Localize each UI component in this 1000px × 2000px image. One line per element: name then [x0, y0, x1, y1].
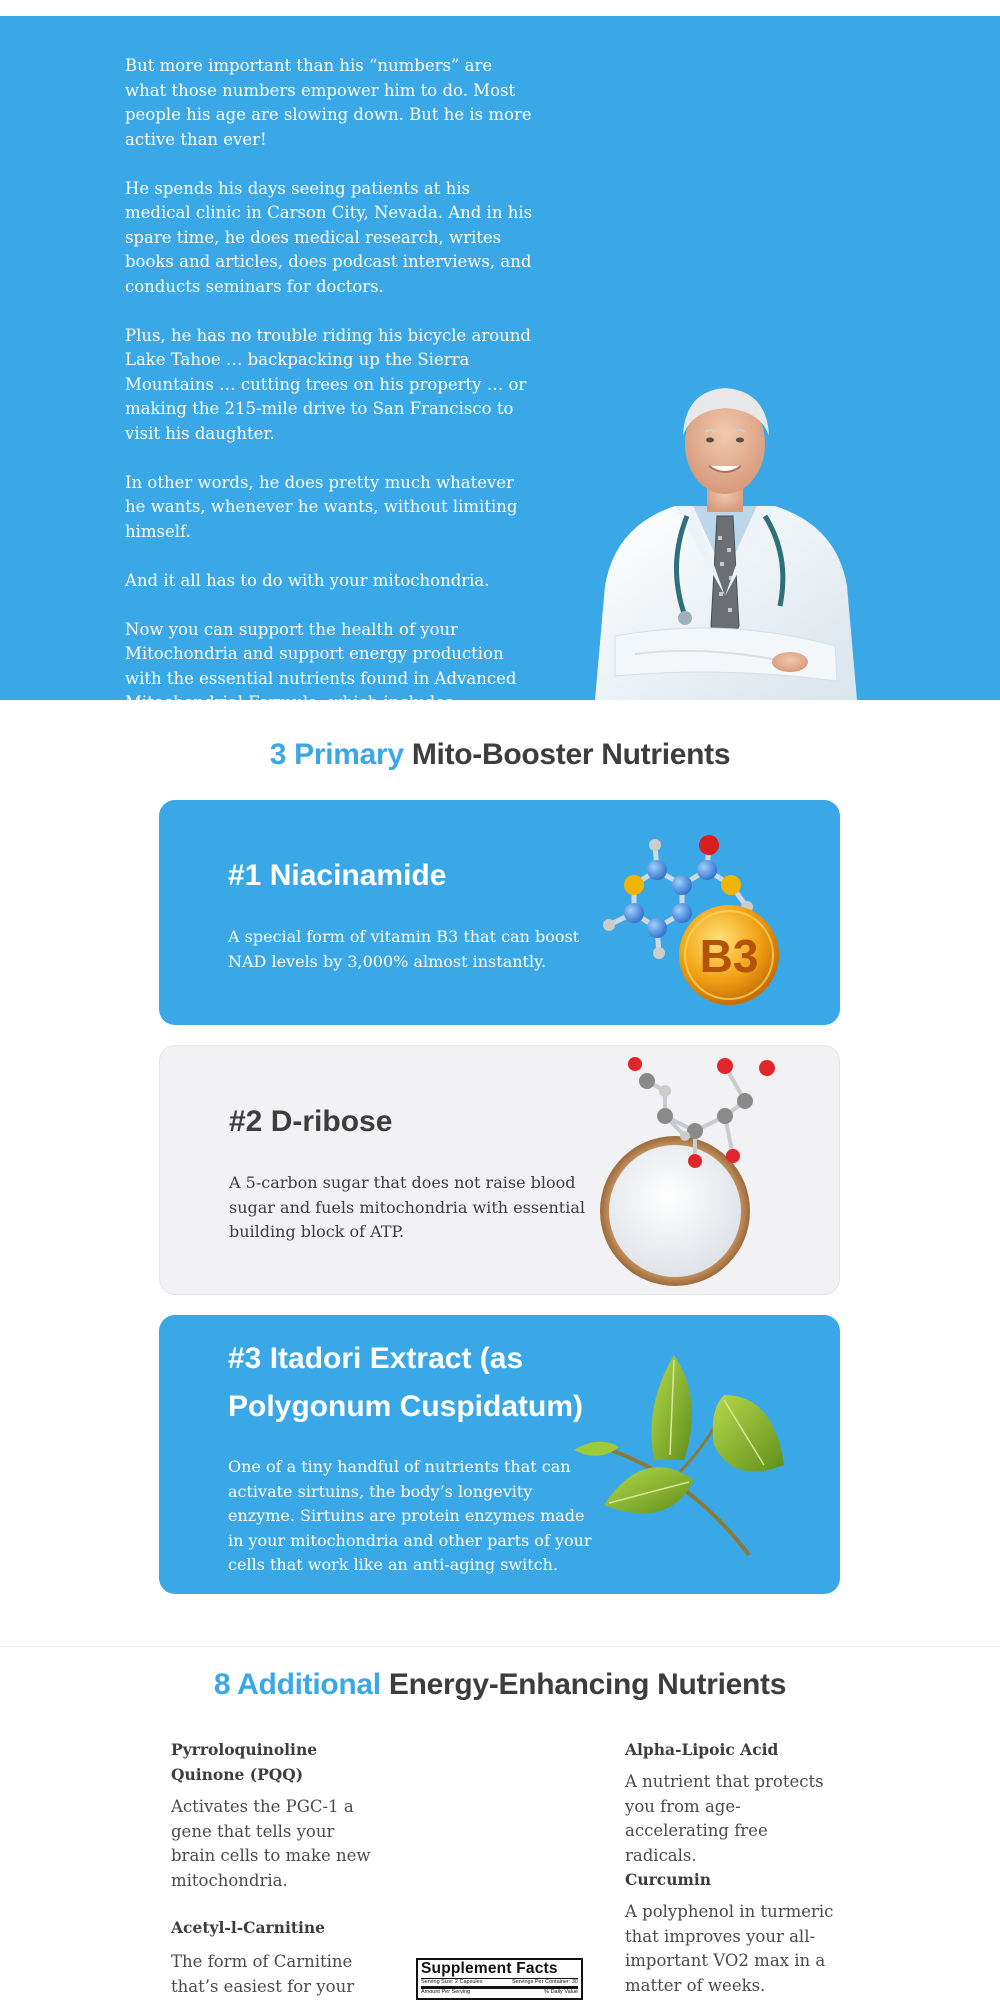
- nutrient-desc-curcumin: A polyphenol in turmeric that improves your all-important VO2 max in a matter of weeks.: [625, 1902, 834, 1995]
- hero-section: [0, 16, 1000, 712]
- additional-title-accent: 8 Additional: [213, 1668, 381, 1701]
- b3-badge-text: B3: [699, 930, 759, 982]
- hero-paragraph: He spends his days seeing patients at his medical clinic in Carson City, Nevada. And in his spare time, he does medical research, writes books and articles, does podcast interviews, and conducts seminars for doctors.: [125, 178, 533, 296]
- nutrient-name-alpha-lipoic-acid: Alpha-Lipoic Acid: [625, 1740, 779, 1759]
- primary-title-rest: Mito-Booster Nutrients: [403, 738, 731, 771]
- nutrient-desc-alpha-lipoic-acid: A nutrient that protects you from age-accelerating free radicals.: [625, 1772, 824, 1865]
- doctor-portrait-image: [575, 366, 875, 700]
- additional-title-rest: Energy-Enhancing Nutrients: [380, 1668, 787, 1701]
- niacinamide-molecule-image: [579, 815, 799, 1025]
- card-body: A special form of vitamin B3 that can boost NAD levels by 3,000% almost instantly.: [228, 927, 580, 971]
- card-title: #1 Niacinamide: [228, 859, 447, 892]
- nutrient-name-curcumin: Curcumin: [625, 1870, 712, 1889]
- nutrient-name-acetyl-l-carnitine: Acetyl-l-Carnitine: [171, 1918, 326, 1937]
- daily-value: % Daily Value: [544, 1989, 578, 1995]
- hero-copy: [125, 54, 535, 740]
- nutrient-desc-acetyl-l-carnitine: The form of Carnitine that’s easiest for your: [171, 1952, 355, 1996]
- nutrient-desc-pqq: Activates the PGC-1 a gene that tells your brain cells to make new mitochondria.: [171, 1797, 371, 1890]
- servings-per-container: Servings Per Container: 30: [511, 1979, 578, 1985]
- supplement-facts-header-row: [421, 1989, 578, 1996]
- primary-section-title: [0, 738, 1000, 772]
- supplement-facts-title: Supplement Facts: [421, 1960, 578, 1979]
- d-ribose-bowl-image: [585, 1046, 815, 1291]
- serving-size: Serving Size: 2 Capsules: [421, 1979, 483, 1985]
- supplement-facts-label: [416, 1958, 583, 2000]
- hero-paragraph: But more important than his “numbers” are what those numbers empower him to do. Most people his age are slowing down. But he is more active than ever!: [125, 56, 532, 149]
- card-body: A 5-carbon sugar that does not raise blood sugar and fuels mitochondria with essential building block of ATP.: [229, 1173, 585, 1241]
- nutrient-card-itadori: [159, 1315, 840, 1594]
- hero-paragraph: In other words, he does pretty much whatever he wants, whenever he wants, without limiting himself.: [125, 472, 518, 541]
- nutrient-card-d-ribose: [159, 1045, 840, 1295]
- top-strip: [0, 0, 1000, 16]
- amount-per-serving: Amount Per Serving: [421, 1989, 471, 1995]
- hero-paragraph: Plus, he has no trouble riding his bicycle around Lake Tahoe … backpacking up the Sierra Mountains … cutting trees on his property … or making the 215-mile drive to San Francisco to visit his daughter.: [125, 325, 531, 443]
- additional-section-title: [0, 1668, 1000, 1702]
- primary-title-accent: 3 Primary: [269, 738, 404, 771]
- supplement-facts-serving-row: [421, 1979, 578, 1989]
- card-title: #3 Itadori Extract (as Polygonum Cuspidatum): [228, 1342, 583, 1423]
- itadori-leaves-image: [574, 1355, 804, 1575]
- card-title: #2 D-ribose: [229, 1105, 393, 1138]
- section-divider: [0, 1646, 1000, 1647]
- nutrient-card-niacinamide: [159, 800, 840, 1025]
- hero-paragraph: Now you can support the health of your Mitochondria and support energy production with the essential nutrients found in Advanced Mitochondrial Formula, which includes:: [125, 619, 517, 712]
- card-body: One of a tiny handful of nutrients that can activate sirtuins, the body’s longevity enzyme. Sirtuins are protein enzymes made in your mitochondria and other parts of your cells that work like an anti-aging switch.: [228, 1457, 592, 1574]
- hero-paragraph: And it all has to do with your mitochondria.: [125, 570, 490, 590]
- nutrient-name-pqq: Pyrroloquinoline Quinone (PQQ): [171, 1740, 318, 1784]
